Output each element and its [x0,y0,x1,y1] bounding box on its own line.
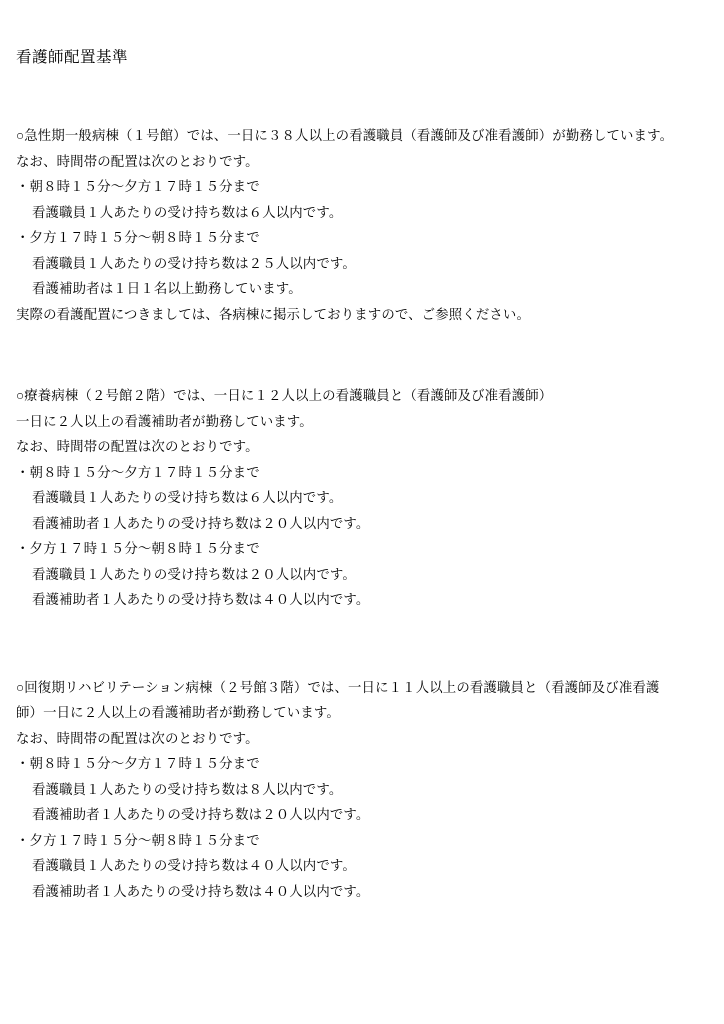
body-line: 看護職員１人あたりの受け持ち数は２０人以内です。 [32,566,356,582]
body-line: 看護職員１人あたりの受け持ち数は６人以内です。 [32,204,343,220]
body-line: ・夕方１７時１５分〜朝８時１５分まで [16,230,260,246]
body-line: 看護補助者１人あたりの受け持ち数は２０人以内です。 [32,515,370,531]
body-line: ○急性期一般病棟（１号館）では、一日に３８人以上の看護職員（看護師及び准看護師）が勤務しています。 [16,128,674,144]
body-line: 看護職員１人あたりの受け持ち数は６人以内です。 [32,490,343,506]
body-line: ○療養病棟（２号館２階）では、一日に１２人以上の看護職員と（看護師及び准看護師） [16,388,553,404]
body-line: 看護補助者１人あたりの受け持ち数は４０人以内です。 [32,592,370,608]
body-line: ・夕方１７時１５分〜朝８時１５分まで [16,832,260,848]
body-line: 看護補助者１人あたりの受け持ち数は２０人以内です。 [32,807,370,823]
section-chronic-care-ward [16,383,708,613]
body-line: なお、時間帯の配置は次のとおりです。 [16,439,259,455]
body-line: ・夕方１７時１５分〜朝８時１５分まで [16,541,260,557]
section-acute-general-ward [16,123,708,327]
body-line: ○回復期リハビリテーション病棟（２号館３階）では、一日に１１人以上の看護職員と（看護師及び准看護 [16,679,660,695]
body-line: 看護職員１人あたりの受け持ち数は２５人以内です。 [32,255,356,271]
body-line: 一日に２人以上の看護補助者が勤務しています。 [16,413,313,429]
page-title: 看護師配置基準 [16,49,129,66]
body-line: なお、時間帯の配置は次のとおりです。 [16,153,259,169]
body-line: ・朝８時１５分〜夕方１７時１５分まで [16,756,260,772]
body-line: なお、時間帯の配置は次のとおりです。 [16,730,259,746]
body-line: ・朝８時１５分〜夕方１７時１５分まで [16,179,260,195]
body-line: 看護職員１人あたりの受け持ち数は８人以内です。 [32,781,343,797]
body-line: 看護補助者は１日１名以上勤務しています。 [32,281,302,297]
body-line: 師）一日に２人以上の看護補助者が勤務しています。 [16,705,340,721]
body-line: 実際の看護配置につきましては、各病棟に掲示しておりますので、ご参照ください。 [16,306,531,322]
body-line: 看護職員１人あたりの受け持ち数は４０人以内です。 [32,858,356,874]
section-rehabilitation-ward [16,675,708,905]
body-line: 看護補助者１人あたりの受け持ち数は４０人以内です。 [32,883,370,899]
body-line: ・朝８時１５分〜夕方１７時１５分まで [16,464,260,480]
